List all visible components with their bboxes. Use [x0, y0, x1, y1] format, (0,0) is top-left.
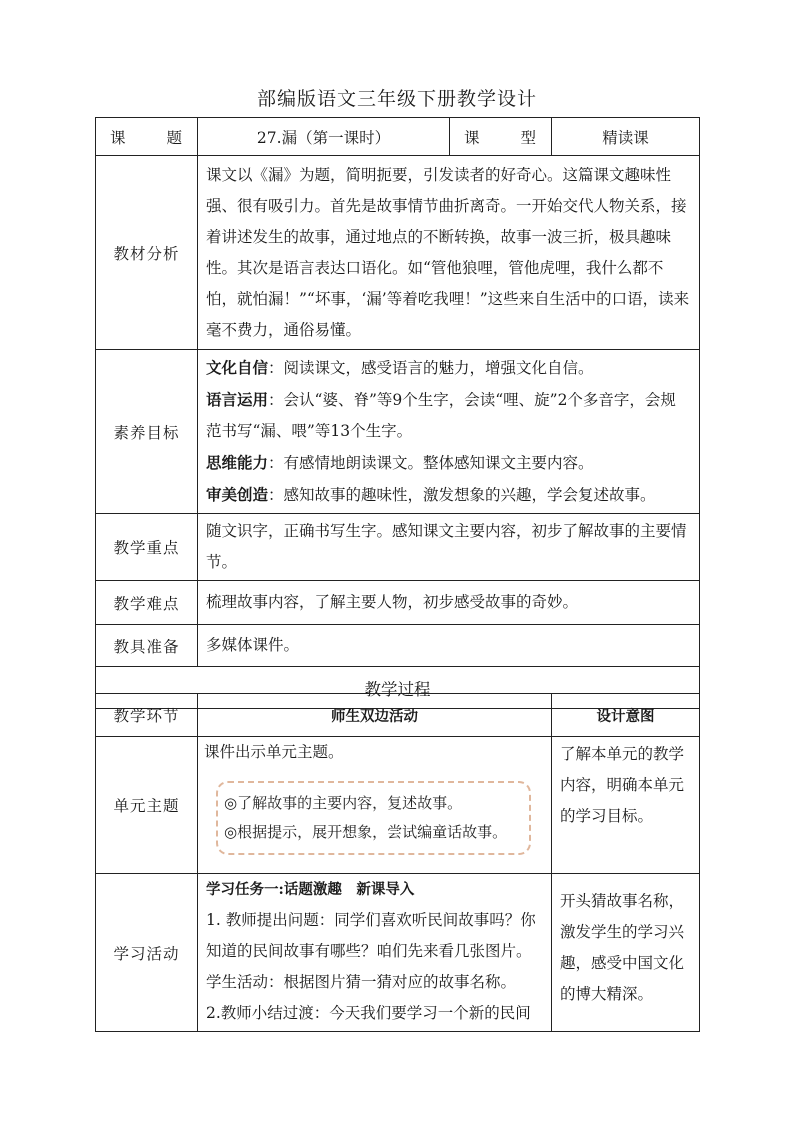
goal-head: 语言运用: [206, 390, 269, 409]
learning-intent: 开头猜故事名称，激发学生的学习兴趣，感受中国文化的博大精深。: [552, 874, 700, 1032]
unit-theme-item: ◎了解故事的主要内容，复述故事。: [224, 794, 463, 812]
process-table: [95, 693, 700, 1032]
key-points-label: 教学重点: [96, 514, 198, 581]
difficulties-row: [96, 581, 700, 625]
goals-row: [96, 350, 700, 514]
col-stage: 教学环节: [96, 694, 198, 737]
type-value: 精读课: [552, 118, 700, 156]
unit-theme-activity: [198, 737, 552, 874]
document-title: 部编版语文三年级下册教学设计: [256, 88, 537, 110]
key-points-text: 随文识字，正确书写生字。感知课文主要内容，初步了解故事的主要情节。: [198, 514, 700, 581]
process-header-row: [96, 694, 700, 737]
analysis-text: 课文以《漏》为题，简明扼要，引发读者的好奇心。这篇课文趣味性强、很有吸引力。首先是故事情节曲折离奇。一开始交代人物关系，接着讲述发生的故事，通过地点的不断转换，故事一波三折，极具趣味性。其次是语言表达口语化。如“管他狼哩，管他虎哩，我什么都不怕，就怕漏！”“坏事，‘漏’等着吃我哩！”这些来自生活中的口语，读来毫不费力，通俗易懂。: [198, 156, 700, 350]
goal-item: [206, 384, 691, 447]
unit-theme-box: [216, 781, 531, 855]
goal-head: 文化自信: [206, 358, 269, 377]
goal-text: ：感知故事的趣味性，激发想象的兴趣，学会复述故事。: [268, 486, 656, 504]
unit-theme-row: [96, 737, 700, 874]
goal-item: [206, 479, 691, 511]
difficulties-text: 梳理故事内容，了解主要人物，初步感受故事的奇妙。: [198, 581, 700, 625]
goal-text: ：阅读课文，感受语言的魅力，增强文化自信。: [268, 359, 594, 377]
unit-theme-intent: 了解本单元的教学内容，明确本单元的学习目标。: [552, 737, 700, 874]
unit-theme-label: 单元主题: [96, 737, 198, 874]
goal-head: 思维能力: [206, 453, 269, 472]
goal-text: ：有感情地朗读课文。整体感知课文主要内容。: [268, 454, 594, 472]
goal-head: 审美创造: [206, 485, 269, 504]
col-activity: 师生双边活动: [198, 694, 552, 737]
materials-row: [96, 625, 700, 667]
difficulties-label: 教学难点: [96, 581, 198, 625]
header-row: [96, 118, 700, 156]
course-label: 课 题: [96, 118, 198, 156]
unit-theme-item: ◎根据提示，展开想象，尝试编童话故事。: [224, 823, 508, 841]
goal-text: ：会认“婆、脊”等9个生字，会读“哩、旋”2个多音字，会规范书写“漏、喂”等13个生字。: [206, 391, 676, 440]
analysis-row: [96, 156, 700, 350]
task-title: 学习任务一:话题激趣 新课导入: [206, 881, 415, 898]
learning-line: 学生活动：根据图片猜一猜对应的故事名称。: [206, 973, 517, 991]
goals-list: [198, 350, 700, 514]
materials-label: 教具准备: [96, 625, 198, 667]
type-label: 课 型: [450, 118, 552, 156]
key-points-row: [96, 514, 700, 581]
learning-line: 2.教师小结过渡：今天我们要学习一个新的民间: [206, 1004, 531, 1022]
course-value: 27.漏（第一课时）: [198, 118, 450, 156]
materials-text: 多媒体课件。: [198, 625, 700, 667]
lesson-plan-table: [95, 117, 700, 709]
goal-item: [206, 447, 691, 479]
learning-label: 学习活动: [96, 874, 198, 1032]
process-heading: 教学过程: [96, 667, 700, 709]
col-intent: 设计意图: [552, 694, 700, 737]
goal-item: [206, 352, 691, 384]
unit-theme-intro: 课件出示单元主题。: [204, 743, 344, 761]
goals-label: 素养目标: [96, 350, 198, 514]
learning-line: 1. 教师提出问题：同学们喜欢听民间故事吗？你知道的民间故事有哪些？咱们先来看几张图片。: [206, 911, 536, 960]
learning-activity: [198, 874, 552, 1032]
learning-row: [96, 874, 700, 1032]
analysis-label: 教材分析: [96, 156, 198, 350]
